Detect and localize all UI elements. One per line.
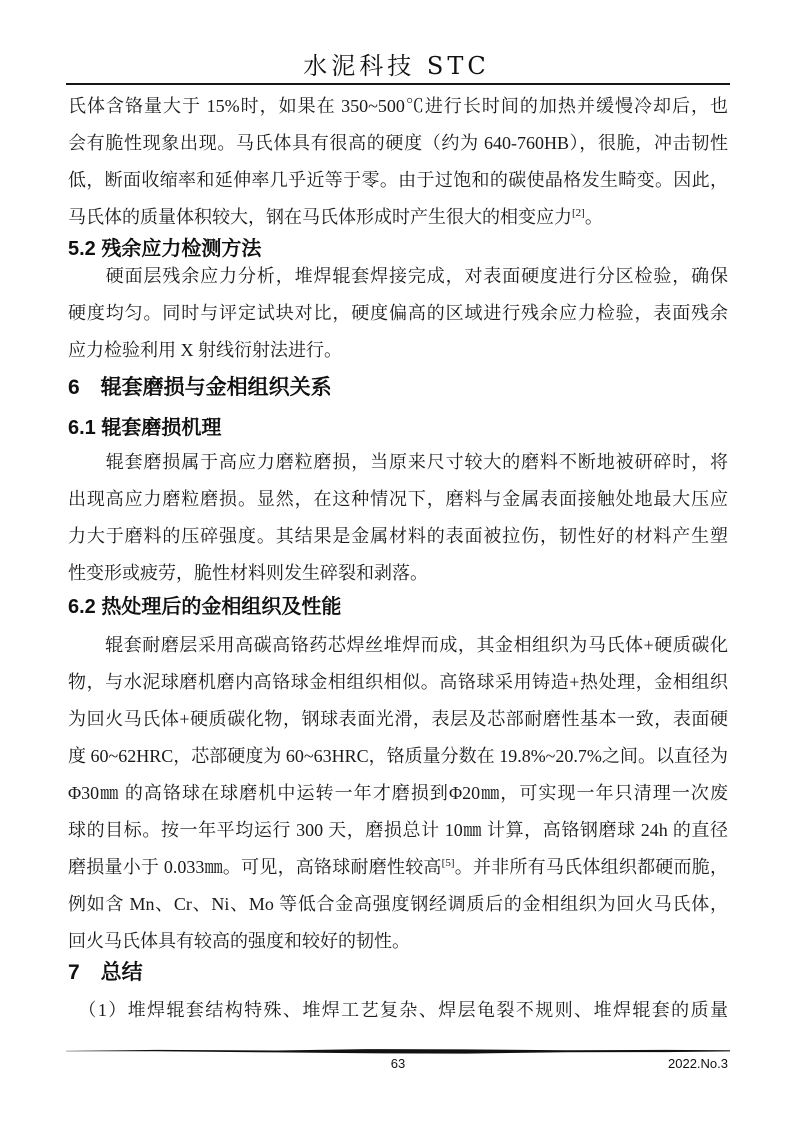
reference-superscript-5: [5] (441, 857, 455, 869)
page-number: 63 (390, 1056, 406, 1071)
text-line: 硬面层残余应力分析，堆焊辊套焊接完成，对表面硬度进行分区检验，确保 (68, 266, 728, 286)
paragraph-residual-stress (68, 258, 728, 369)
paragraph-martensite-brittleness (68, 88, 728, 236)
text-line: 例如含 Mn、Cr、Ni、Mo 等低合金高强度钢经调质后的金相组织为回火马氏体， (68, 894, 728, 914)
text-line: 氏体含铬量大于 15%时，如果在 350~500℃进行长时间的加热并缓慢冷却后，也 (68, 96, 728, 116)
text-line: 辊套耐磨层采用高碳高铬药芯焊丝堆焊而成，其金相组织为马氏体+硬质碳化 (68, 635, 728, 655)
text-line: 出现高应力磨粒磨损。显然，在这种情况下，磨料与金属表面接触处地最大压应 (68, 489, 728, 509)
text-line: （1）堆焊辊套结构特殊、堆焊工艺复杂、焊层龟裂不规则、堆焊辊套的质量 (68, 1000, 728, 1020)
heading-6-wear-vs-microstructure: 6 辊套磨损与金相组织关系 (68, 376, 332, 399)
text-line: 球的目标。按一年平均运行 300 天，磨损总计 10㎜ 计算，高铬钢磨球 24h 的直径 (68, 820, 728, 840)
text-run: 磨损量小于 0.033㎜。可见，高铬球耐磨性较高 (68, 857, 442, 877)
text-line: Φ30㎜ 的高铬球在球磨机中运转一年才磨损到Φ20㎜，可实现一年只清理一次废 (68, 783, 728, 803)
text-run: 马氏体的质量体积较大，钢在马氏体形成时产生很大的相变应力 (68, 207, 572, 227)
heading-5-2-residual-stress-method: 5.2 残余应力检测方法 (68, 238, 262, 260)
text-line: 辊套磨损属于高应力磨粒磨损，当原来尺寸较大的磨料不断地被研碎时，将 (68, 452, 728, 472)
heading-6-2-heat-treated-microstructure: 6.2 热处理后的金相组织及性能 (68, 596, 342, 618)
text-line: 力大于磨料的压碎强度。其结果是金属材料的表面被拉伤，韧性好的材料产生塑 (68, 526, 728, 546)
text-line: 回火马氏体具有较高的强度和较好的韧性。 (68, 931, 410, 951)
text-line (68, 199, 728, 236)
text-line (68, 849, 728, 886)
text-line: 硬度均匀。同时与评定试块对比，硬度偏高的区域进行残余应力检验，表面残余 (68, 303, 728, 323)
heading-7-summary: 7 总结 (68, 961, 143, 984)
reference-superscript-2: [2] (572, 207, 585, 219)
text-line: 性变形或疲劳，脆性材料则发生碎裂和剥落。 (68, 563, 428, 583)
issue-number: 2022.No.3 (668, 1056, 728, 1071)
paragraph-heat-treated-microstructure (68, 627, 728, 960)
text-run: 。 (584, 207, 603, 227)
text-line: 会有脆性现象出现。马氏体具有很高的硬度（约为 640-760HB），很脆，冲击韧性 (68, 133, 728, 153)
text-line: 为回火马氏体+硬质碳化物，钢球表面光滑，表层及芯部耐磨性基本一致，表面硬 (68, 709, 728, 729)
paragraph-summary-item-1 (68, 992, 728, 1029)
text-run: 。并非所有马氏体组织都硬而脆， (454, 857, 729, 877)
text-line: 应力检验利用 X 射线衍射法进行。 (68, 340, 342, 360)
text-line: 低，断面收缩率和延伸率几乎近等于零。由于过饱和的碳使晶格发生畸变。因此， (68, 170, 728, 190)
paragraph-wear-mechanism (68, 444, 728, 592)
heading-6-1-wear-mechanism: 6.1 辊套磨损机理 (68, 417, 222, 439)
footer-decorative-rule (66, 1048, 730, 1055)
header-rule (66, 83, 730, 85)
text-line: 物，与水泥球磨机磨内高铬球金相组织相似。高铬球采用铸造+热处理，金相组织 (68, 672, 728, 692)
journal-title: 水泥科技 STC (303, 52, 490, 80)
text-line: 度 60~62HRC，芯部硬度为 60~63HRC，铬质量分数在 19.8%~20.7%之间。以直径为 (68, 746, 728, 766)
